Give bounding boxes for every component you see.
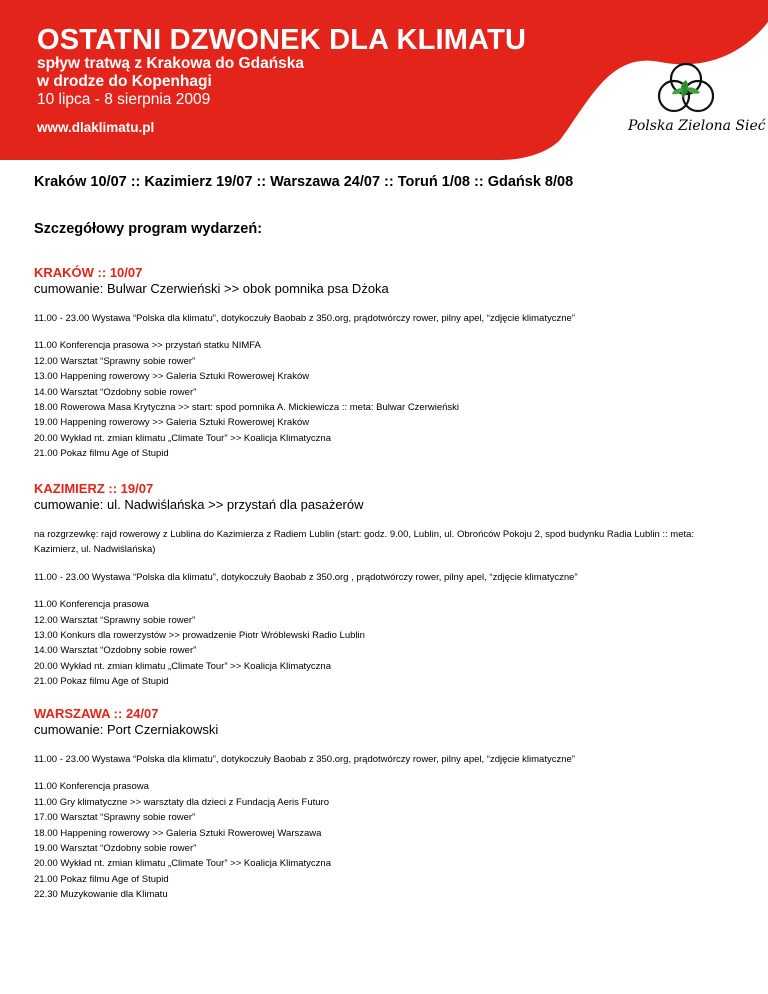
event-item: 14.00 Warsztat “Ozdobny sobie rower” — [34, 386, 197, 398]
mooring-info: cumowanie: ul. Nadwiślańska >> przystań dla pasażerów — [34, 497, 364, 512]
event-item: 21.00 Pokaz filmu Age of Stupid — [34, 676, 169, 688]
event-item: 17.00 Warsztat “Sprawny sobie rower” — [34, 812, 196, 824]
logo-text: Polska Zielona Sieć — [628, 118, 766, 134]
event-item: 20.00 Wykład nt. zmian klimatu „Climate Tour” >> Koalicja Klimatyczna — [34, 660, 331, 672]
exhibition-info: 11.00 - 23.00 Wystawa “Polska dla klimatu”, dotykoczuły Baobab z 350.org, prądotwórczy rower, pilny apel, “zdjęcie klimatyczne” — [34, 754, 575, 765]
section-krakow — [34, 265, 734, 462]
event-item: 22.30 Muzykowanie dla Klimatu — [34, 889, 168, 901]
mooring-info: cumowanie: Port Czerniakowski — [34, 722, 219, 737]
event-item: 11.00 Konferencja prasowa — [34, 599, 149, 611]
warmup-note: na rozgrzewkę: rajd rowerowy z Lublina do Kazimierza z Radiem Lublin (start: godz. 9.00, Lublin, ul. Obrońców Pokoju 2, spod budynku Radia Lublin :: meta: Kazimierz, ul. Nadwiślańska) — [34, 529, 695, 556]
subtitle-line-1: spływ tratwą z Krakowa do Gdańska — [37, 55, 305, 72]
program-heading: Szczegółowy program wydarzeń: — [34, 221, 263, 237]
event-item: 13.00 Konkurs dla rowerzystów >> prowadzenie Piotr Wróblewski Radio Lublin — [34, 630, 365, 642]
event-item: 18.00 Happening rowerowy >> Galeria Sztuki Rowerowej Warszawa — [34, 827, 322, 839]
event-item: 14.00 Warsztat “Ozdobny sobie rower” — [34, 645, 197, 657]
section-title: KAZIMIERZ :: 19/07 — [34, 481, 154, 496]
event-item: 12.00 Warsztat “Sprawny sobie rower” — [34, 614, 196, 626]
section-title: WARSZAWA :: 24/07 — [34, 706, 159, 721]
event-item: 19.00 Warsztat “Ozdobny sobie rower” — [34, 843, 197, 855]
event-item: 19.00 Happening rowerowy >> Galeria Sztuki Rowerowej Kraków — [34, 417, 310, 429]
event-dates: 10 lipca - 8 sierpnia 2009 — [37, 91, 211, 108]
section-kazimierz — [34, 481, 734, 690]
event-item: 21.00 Pokaz filmu Age of Stupid — [34, 448, 169, 460]
section-warszawa — [34, 706, 734, 903]
event-item: 11.00 Gry klimatyczne >> warsztaty dla dzieci z Fundacją Aeris Futuro — [34, 796, 329, 808]
page-title: OSTATNI DZWONEK DLA KLIMATU — [37, 24, 527, 56]
exhibition-info: 11.00 - 23.00 Wystawa “Polska dla klimatu”, dotykoczuły Baobab z 350.org , prądotwórczy rower, pilny apel, “zdjęcie klimatyczne” — [34, 571, 578, 583]
event-item: 11.00 Konferencja prasowa >> przystań statku NIMFA — [34, 340, 261, 352]
mooring-info: cumowanie: Bulwar Czerwieński >> obok pomnika psa Dżoka — [34, 281, 389, 296]
website-link[interactable]: www.dlaklimatu.pl — [37, 120, 155, 135]
event-item: 21.00 Pokaz filmu Age of Stupid — [34, 873, 169, 885]
subtitle-line-2: w drodze do Kopenhagi — [37, 73, 212, 90]
event-item: 12.00 Warsztat “Sprawny sobie rower” — [34, 355, 196, 367]
event-item: 20.00 Wykład nt. zmian klimatu „Climate Tour” >> Koalicja Klimatyczna — [34, 432, 331, 444]
route-line: Kraków 10/07 :: Kazimierz 19/07 :: Warszawa 24/07 :: Toruń 1/08 :: Gdańsk 8/08 — [34, 174, 574, 190]
section-title: KRAKÓW :: 10/07 — [34, 265, 143, 280]
event-item: 13.00 Happening rowerowy >> Galeria Sztuki Rowerowej Kraków — [34, 371, 310, 383]
header-banner — [0, 0, 768, 160]
event-item: 11.00 Konferencja prasowa — [34, 781, 149, 793]
polska-zielona-siec-logo-icon — [650, 62, 722, 116]
event-item: 20.00 Wykład nt. zmian klimatu „Climate Tour” >> Koalicja Klimatyczna — [34, 858, 331, 870]
event-item: 18.00 Rowerowa Masa Krytyczna >> start: spod pomnika A. Mickiewicza :: meta: Bulwar Czerwieński — [34, 402, 460, 414]
exhibition-info: 11.00 - 23.00 Wystawa “Polska dla klimatu”, dotykoczuły Baobab z 350.org, prądotwórczy rower, pilny apel, “zdjęcie klimatyczne” — [34, 313, 575, 324]
